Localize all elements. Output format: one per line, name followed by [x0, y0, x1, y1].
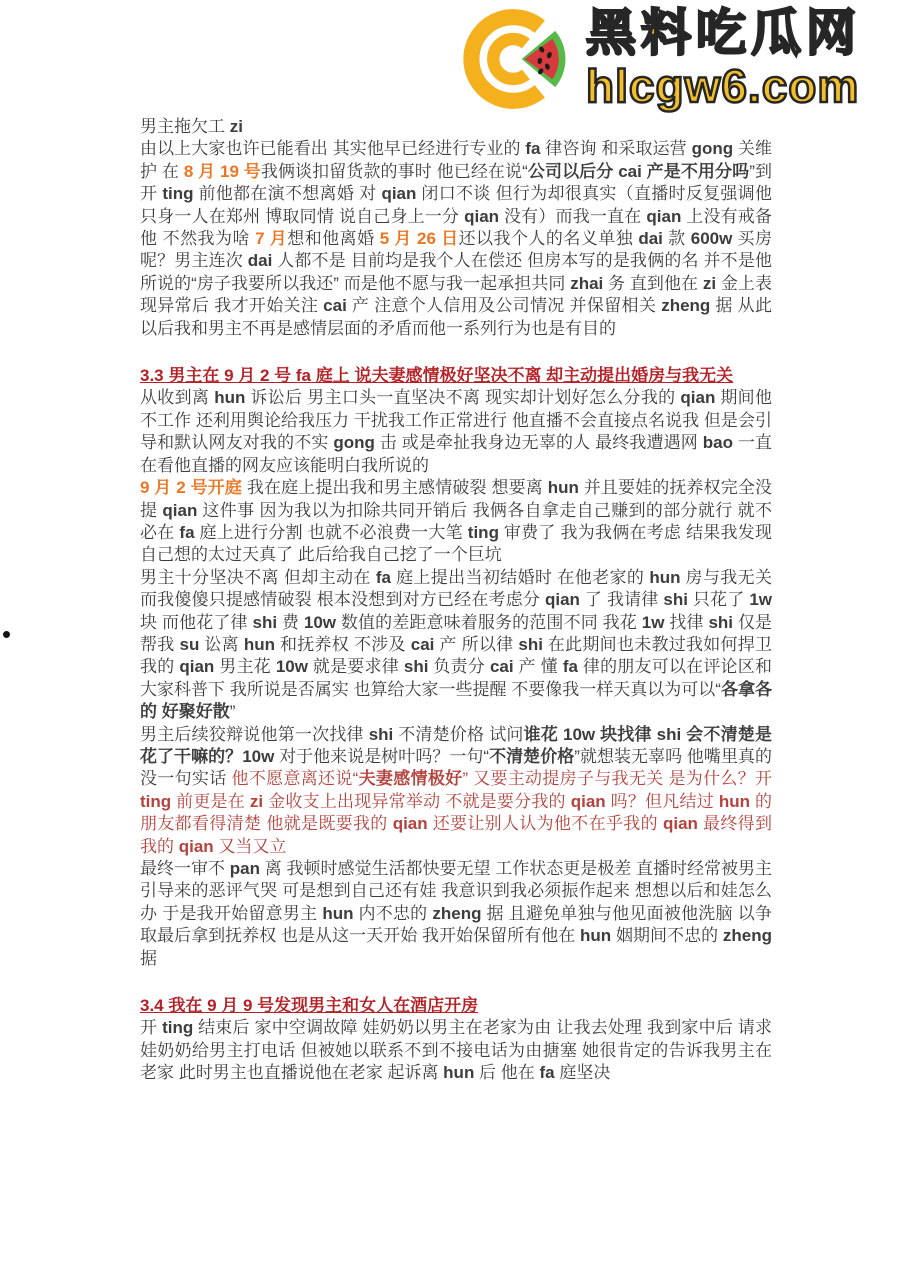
- text-run: zi: [249, 791, 264, 811]
- paragraph: [140, 858, 772, 970]
- text-run: fa: [539, 1063, 555, 1083]
- paragraph: [140, 567, 772, 724]
- text-run: 费: [277, 612, 304, 632]
- text-run: 各拿各的 好聚好散: [140, 679, 772, 722]
- text-run: shi: [708, 612, 734, 632]
- text-run: 据 从此以后我和男主不再是感情层面的矛盾而他一系列行为也是有目的: [140, 296, 772, 338]
- text-run: 庭坚决: [554, 1063, 611, 1083]
- text-run: 产 懂: [513, 657, 563, 677]
- text-run: zi: [702, 273, 717, 293]
- text-run: 想和他离婚: [287, 229, 380, 249]
- text-run: ”就想装无辜吗 他嘴里真的没一句实话: [140, 746, 773, 789]
- text-run: shi: [663, 590, 688, 610]
- text-run: 买房呢？男主连次: [140, 229, 772, 271]
- text-run: qian: [646, 206, 682, 226]
- section-heading: [140, 995, 772, 1017]
- text-run: 我俩谈扣留货款的事时 他已经在说“: [260, 161, 528, 181]
- text-run: 房与我无关 而我傻傻只提感情破裂 根本没想到对方已经在考虑分: [140, 567, 772, 610]
- text-run: 最终一审不: [140, 859, 230, 878]
- text-run: 在此期间也未教过我如何捍卫我的: [140, 634, 772, 677]
- text-run: zhai: [570, 273, 604, 293]
- text-run: 后 他在: [474, 1063, 540, 1083]
- text-run: 9 月 2 号开庭: [140, 478, 242, 498]
- text-run: 男主拖欠工: [140, 117, 230, 136]
- text-run: shi: [403, 657, 429, 677]
- text-run: 男主花: [214, 657, 276, 677]
- text-run: 内不忠的: [353, 903, 433, 923]
- text-run: hun: [547, 478, 579, 498]
- text-run: 庭上进行分割 也就不必浪费一大笔: [194, 522, 468, 542]
- text-run: hun: [443, 1063, 475, 1083]
- text-run: 男主后续狡辩说他第一次找律: [140, 724, 369, 744]
- text-run: 前他都在演不想离婚 对: [193, 184, 382, 204]
- text-run: zheng: [722, 926, 772, 946]
- text-run: fa: [525, 139, 541, 159]
- text-run: 据 且避免单独与他见面被他洗脑 以争取最后拿到抚养权 也是从这一天开始 我开始保留所有他在: [140, 903, 772, 946]
- text-run: 离 我顿时感觉生活都快要无望 工作状态更是极差 直播时经常被男主引导来的恶评气哭 可是想到自己还有娃 我意识到我必须振作起来 想想以后和娃怎么办 于是我开始留意男主: [140, 859, 772, 923]
- paragraph: [140, 116, 772, 138]
- text-run: 找律: [664, 612, 709, 632]
- text-run: ”到开: [140, 161, 772, 204]
- paragraph: [140, 387, 772, 477]
- text-run: 夫妻感情极好: [358, 769, 463, 789]
- text-run: 10w: [303, 612, 337, 632]
- text-run: 这件事 因为我以为扣除共同开销后 我俩各自拿走自己赚到的部分就行 就不必在: [140, 500, 772, 542]
- text-run: qian: [680, 388, 716, 408]
- text-run: 务 直到他在: [603, 273, 703, 293]
- text-run: shi: [518, 634, 543, 654]
- text-run: hun: [718, 791, 751, 811]
- text-run: 又当又立: [213, 836, 287, 856]
- text-run: qian: [464, 206, 500, 226]
- text-run: fa: [179, 522, 195, 542]
- text-run: cai: [410, 634, 435, 654]
- text-run: qian: [570, 791, 606, 811]
- text-run: 姻期间不忠的: [611, 926, 723, 946]
- text-run: 庭上提出当初结婚时 在他老家的: [391, 567, 650, 587]
- text-run: qian: [545, 590, 580, 610]
- text-run: 诉讼后 男主口头一直坚决不离 现实却计划好怎么分我的: [245, 388, 681, 408]
- text-run: bao: [702, 433, 733, 453]
- text-run: ting: [162, 1018, 194, 1038]
- text-run: 没有）而我一直在: [499, 206, 647, 226]
- text-run: 还要让别人认为他不在乎我的: [427, 814, 663, 834]
- text-run: su: [179, 634, 200, 654]
- paragraph: [140, 1017, 772, 1084]
- text-run: 据: [140, 948, 157, 968]
- text-run: 10w: [242, 746, 275, 766]
- document-body: [140, 116, 772, 1085]
- text-run: 产 注意个人信用及公司情况 并保留相关: [346, 296, 662, 316]
- text-run: 的朋友都看得清楚 他就是既要我的: [140, 791, 772, 834]
- text-run: ”: [229, 702, 236, 722]
- text-run: qian: [392, 814, 428, 834]
- text-run: 不清楚价格: [489, 746, 575, 766]
- text-run: shi: [252, 612, 278, 632]
- text-run: 谁花 10w 块找律 shi 会不清楚是花了干嘛的？: [140, 724, 772, 766]
- text-run: 负责分: [428, 657, 490, 677]
- paragraph: [140, 138, 772, 340]
- text-run: 男主十分坚决不离 但却主动在: [140, 567, 376, 587]
- text-run: zheng: [432, 903, 482, 923]
- text-run: ting: [140, 791, 172, 811]
- text-run: 人都不是 目前均是我个人在偿还 但房本写的是我俩的名 并不是他所说的“房子我要所以我还” 而是他不愿与我一起承担共同: [140, 251, 772, 293]
- text-run: 前更是在: [171, 791, 250, 811]
- text-run: 5 月 26 日: [379, 229, 459, 249]
- site-url: hlcgw6.com: [586, 60, 860, 112]
- text-run: 闭口不谈 但行为却很真实（直播时反复强调他只身一人在郑州 博取同情 说自己身上一分: [140, 184, 772, 226]
- text-run: hun: [214, 388, 246, 408]
- text-run: qian: [179, 657, 215, 677]
- text-run: 开: [140, 1018, 163, 1038]
- text-run: 并且要娃的抚养权完全没提: [140, 478, 772, 520]
- section-heading: [140, 365, 772, 387]
- text-run: 一直在看他直播的网友应该能明白我所说的: [140, 433, 772, 475]
- text-run: hun: [322, 903, 354, 923]
- text-run: 金收支上出现异常举动 不就是要分我的: [263, 791, 571, 811]
- text-run: gong: [691, 139, 734, 159]
- site-logo: [458, 2, 861, 116]
- text-run: ” 又要主动提房子与我无关 是为什么？开: [462, 769, 772, 789]
- text-run: 仅是帮我: [140, 612, 772, 654]
- site-name: 黑料吃瓜网: [586, 5, 861, 61]
- text-run: cai: [489, 657, 514, 677]
- text-run: 1w: [749, 590, 773, 610]
- text-run: 审费了 我为我俩在考虑 结果我发现自己想的太过天真了 此后给我自己挖了一个巨坑: [140, 522, 772, 565]
- text-run: 600w: [690, 229, 733, 249]
- text-run: 3.4 我在 9 月 9 号发现男主和女人在酒店开房: [140, 996, 479, 1016]
- text-run: 1w: [641, 612, 665, 632]
- text-run: 律的朋友可以在评论区和大家科普下 我所说是否属实 也算给大家一些提醒 不要像我一样天真以为可以“: [140, 657, 772, 699]
- paragraph: [140, 724, 772, 858]
- logo-text: [586, 6, 861, 112]
- text-run: pan: [229, 859, 260, 878]
- text-run: 从收到离: [140, 388, 215, 408]
- text-run: dai: [247, 251, 273, 271]
- text-run: 就是要求律: [307, 657, 404, 677]
- text-run: 公司以后分 cai 产是不用分吗: [527, 161, 750, 181]
- text-run: 对于他来说是树叶吗？一句“: [274, 746, 490, 766]
- text-run: qian: [162, 500, 198, 520]
- text-run: ting: [162, 184, 194, 204]
- text-run: 上没有戒备他 不然我为啥: [140, 206, 773, 249]
- text-run: 块 而他花了律: [140, 612, 253, 632]
- text-run: 产 所以律: [434, 634, 519, 654]
- text-run: 8 月 19 号: [183, 161, 261, 181]
- text-run: 10w: [275, 657, 308, 677]
- text-run: 还以我个人的名义单独: [458, 229, 639, 249]
- text-run: 击 或是牵扯我身边无辜的人 最终我遭遇网: [374, 433, 703, 453]
- text-run: 他不愿意离还说“: [231, 769, 359, 789]
- text-run: shi: [368, 724, 394, 744]
- text-run: zi: [229, 117, 243, 136]
- text-run: cai: [323, 296, 347, 316]
- text-run: 3.3 男主在 9 月 2 号 fa 庭上 说夫妻感情极好坚决不离 却主动提出婚房与我无关: [140, 366, 734, 386]
- text-run: 金上表现异常后 我才开始关注: [140, 273, 772, 316]
- text-run: dai: [638, 229, 663, 249]
- text-run: 不清楚价格 试问: [393, 724, 524, 744]
- text-run: 讼离: [199, 634, 244, 654]
- text-run: 关维护 在: [140, 139, 772, 181]
- text-run: gong: [333, 433, 375, 453]
- text-run: qian: [178, 836, 214, 856]
- text-run: qian: [381, 184, 417, 204]
- text-run: 和抚养权 不涉及: [274, 634, 411, 654]
- text-run: fa: [375, 567, 391, 587]
- text-run: 了 我请律: [579, 590, 664, 610]
- text-run: 款: [662, 229, 691, 249]
- text-run: 我在庭上提出我和男主感情破裂 想要离: [241, 478, 548, 498]
- text-run: 律咨询 和采取运营: [540, 139, 692, 159]
- text-run: 最终得到我的: [140, 814, 772, 856]
- text-run: hun: [243, 634, 275, 654]
- text-run: 吗？但凡结过: [605, 791, 719, 811]
- text-run: 由以上大家也许已能看出 其实他早已经进行专业的: [140, 139, 526, 159]
- text-run: ting: [467, 522, 499, 542]
- text-run: hun: [649, 567, 681, 587]
- watermelon-c-logo-icon: [458, 2, 576, 116]
- text-run: 7 月: [255, 229, 288, 249]
- text-run: qian: [663, 814, 698, 834]
- text-run: 结束后 家中空调故障 娃奶奶以男主在老家为由 让我去处理 我到家中后 请求娃奶奶给男主打电话 但被她以联系不到不接电话为由搪塞 她很肯定的告诉我男主在老家 此时男主也直播说他在老家 起诉离: [140, 1018, 772, 1083]
- text-run: 数值的差距意味着服务的范围不同 我花: [336, 612, 642, 632]
- text-run: 只花了: [687, 590, 750, 610]
- margin-dot: [3, 631, 10, 638]
- paragraph: [140, 477, 772, 567]
- text-run: 期间他不工作 还利用舆论给我压力 干扰我工作正常进行 他直播不会直接点名说我 但是会引导和默认网友对我的不实: [140, 388, 772, 453]
- text-run: zheng: [661, 296, 711, 316]
- text-run: fa: [562, 657, 578, 677]
- text-run: hun: [580, 926, 612, 946]
